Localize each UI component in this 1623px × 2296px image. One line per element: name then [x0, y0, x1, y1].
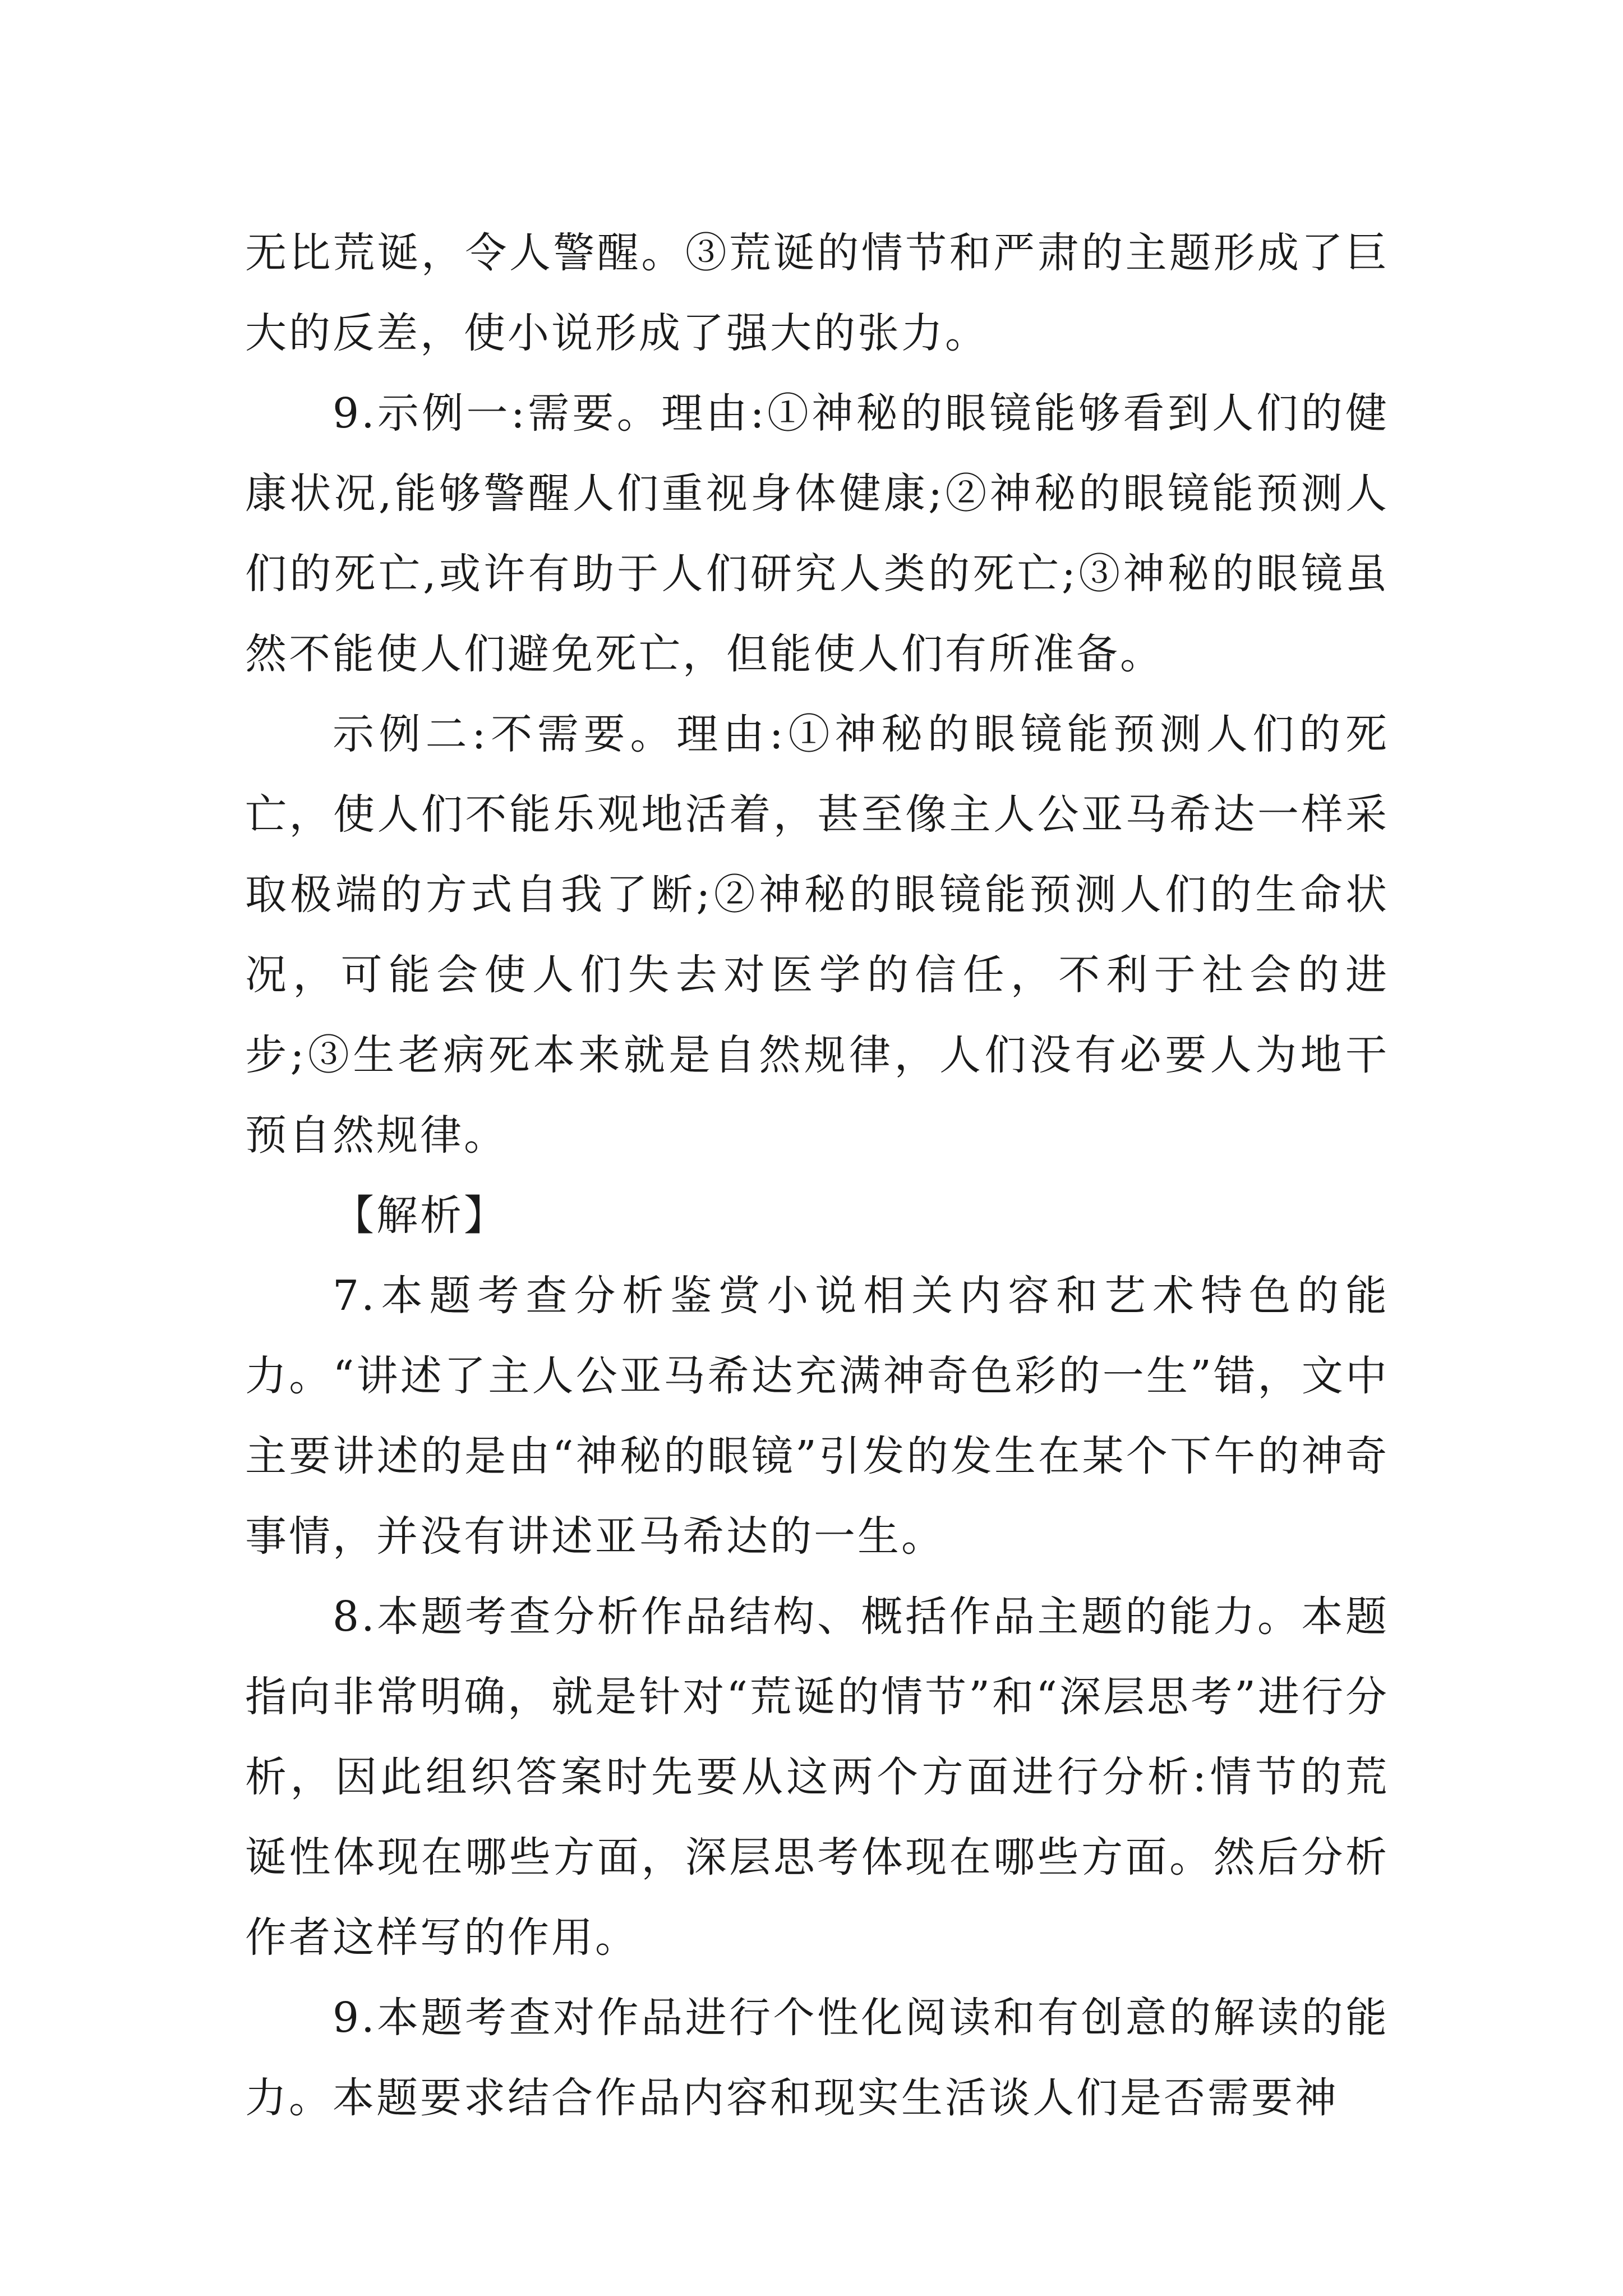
analysis-question-8: 8.本题考查分析作品结构、概括作品主题的能力。本题指向非常明确，就是针对“荒诞的情节”和“深层思考”进行分析，因此组织答案时先要从这两个方面进行分析:情节的荒诞性体现在哪些方面，深层思考体现在哪些方面。然后分析作者这样写的作用。: [245, 1593, 1389, 1962]
answer-text-block: [245, 213, 1389, 2138]
answer-9-example-1: 9.示例一:需要。理由:①神秘的眼镜能够看到人们的健康状况,能够警醒人们重视身体健康;②神秘的眼镜能预测人们的死亡,或许有助于人们研究人类的死亡;③神秘的眼镜虽然不能使人们避免死亡，但能使人们有所准备。: [245, 389, 1389, 678]
answer-paragraph-continuation: 无比荒诞，令人警醒。③荒诞的情节和严肃的主题形成了巨大的反差，使小说形成了强大的张力。: [245, 229, 1389, 357]
analysis-question-7: 7.本题考查分析鉴赏小说相关内容和艺术特色的能力。“讲述了主人公亚马希达充满神奇色彩的一生”错，文中主要讲述的是由“神秘的眼镜”引发的发生在某个下午的神奇事情，并没有讲述亚马希达的一生。: [245, 1272, 1389, 1561]
answer-9-example-2: 示例二:不需要。理由:①神秘的眼镜能预测人们的死亡，使人们不能乐观地活着，甚至像主人公亚马希达一样采取极端的方式自我了断;②神秘的眼镜能预测人们的生命状况，可能会使人们失去对医学的信任，不利于社会的进步;③生老病死本来就是自然规律，人们没有必要人为地干预自然规律。: [245, 710, 1389, 1159]
analysis-question-9: 9.本题考查对作品进行个性化阅读和有创意的解读的能力。本题要求结合作品内容和现实生活谈人们是否需要神: [245, 1994, 1389, 2122]
analysis-heading: 【解析】: [333, 1191, 508, 1240]
